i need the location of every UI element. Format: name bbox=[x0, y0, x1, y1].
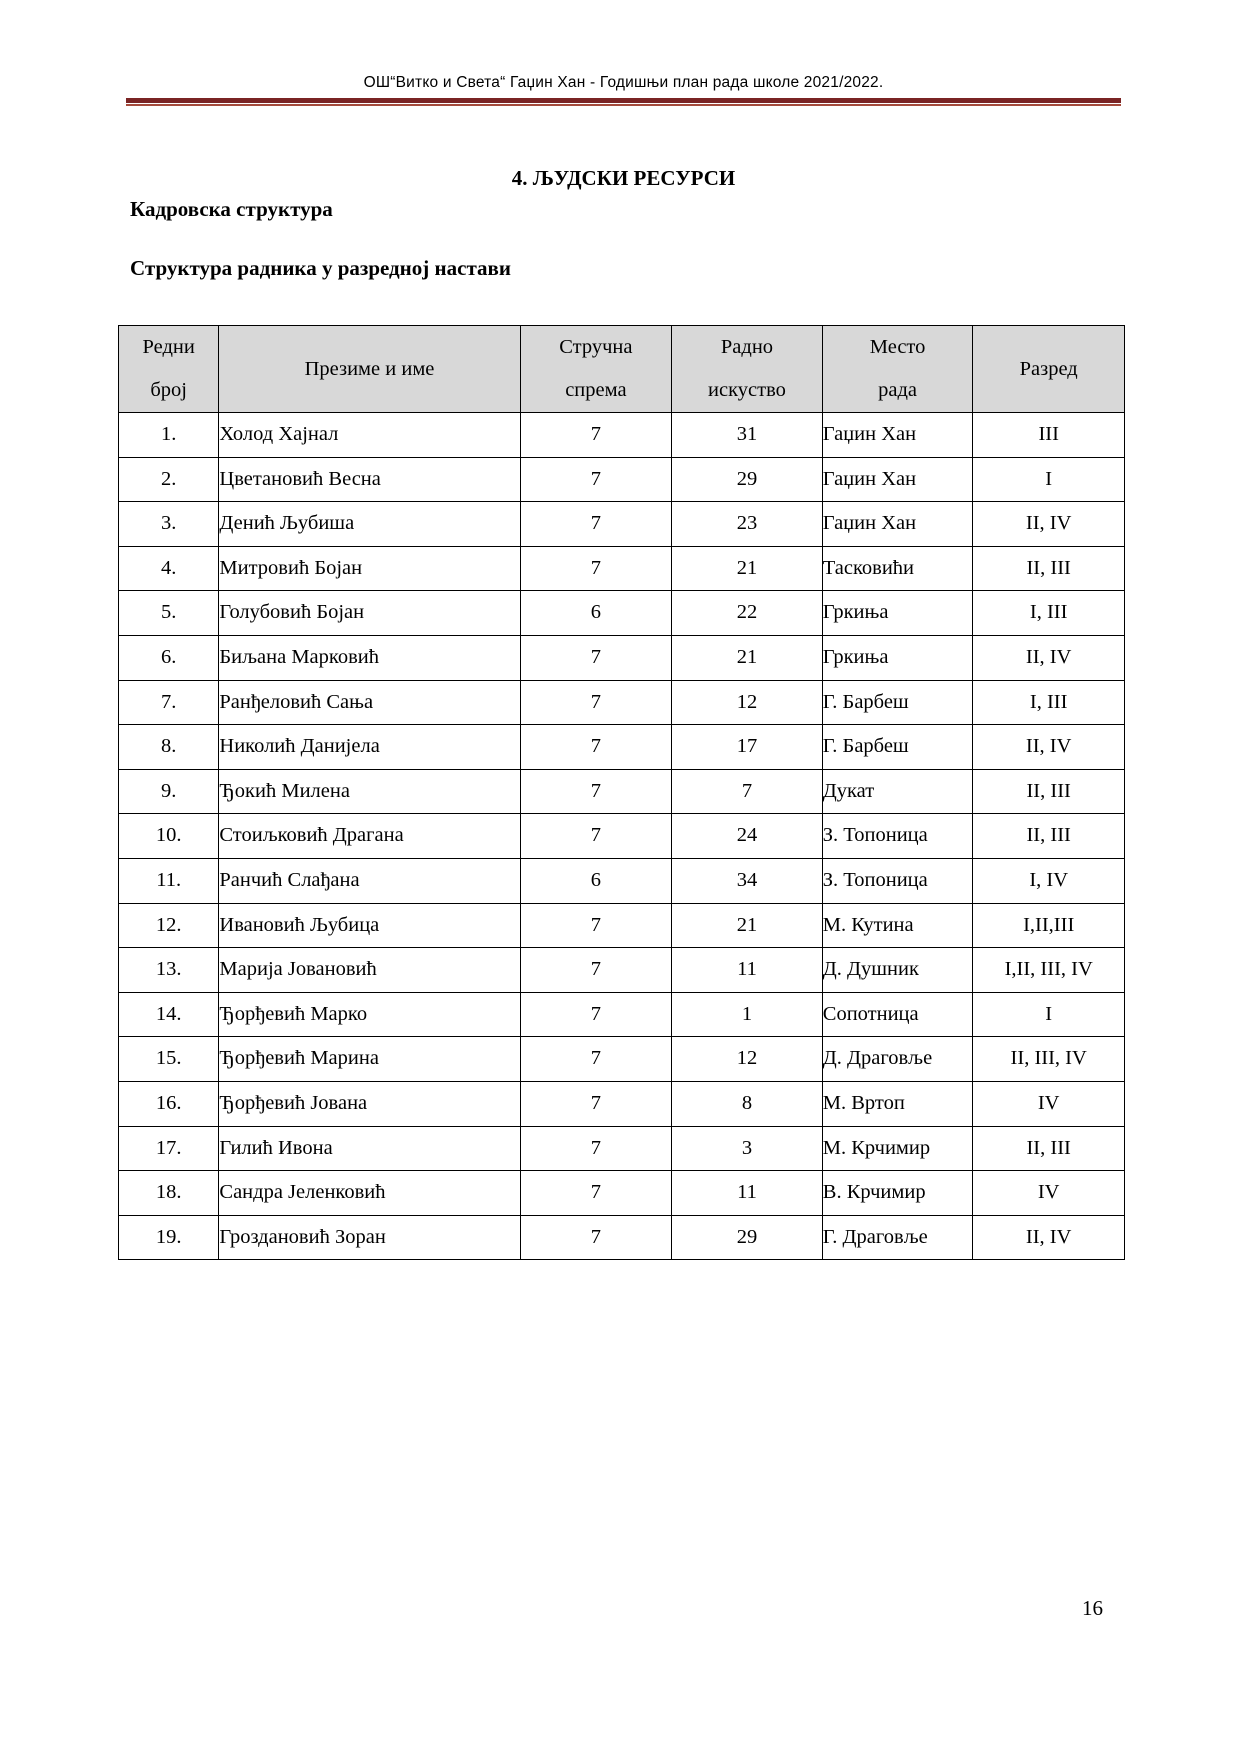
cell-grade: IV bbox=[973, 1081, 1125, 1126]
cell-number: 18. bbox=[119, 1171, 219, 1216]
table-row bbox=[119, 903, 1125, 948]
table-row bbox=[119, 502, 1125, 547]
table-row bbox=[119, 858, 1125, 903]
cell-workplace: Гаџин Хан bbox=[822, 502, 973, 547]
cell-grade: IV bbox=[973, 1171, 1125, 1216]
column-header-experience bbox=[672, 326, 823, 413]
cell-education: 6 bbox=[520, 591, 672, 636]
cell-experience: 12 bbox=[672, 680, 823, 725]
cell-grade: I bbox=[973, 992, 1125, 1037]
cell-education: 7 bbox=[520, 546, 672, 591]
cell-number: 19. bbox=[119, 1215, 219, 1260]
cell-grade: II, IV bbox=[973, 502, 1125, 547]
cell-number: 4. bbox=[119, 546, 219, 591]
cell-experience: 11 bbox=[672, 1171, 823, 1216]
cell-experience: 24 bbox=[672, 814, 823, 859]
cell-number: 9. bbox=[119, 769, 219, 814]
cell-number: 2. bbox=[119, 457, 219, 502]
cell-name: Ранђеловић Сања bbox=[219, 680, 520, 725]
cell-education: 6 bbox=[520, 858, 672, 903]
header-rule bbox=[126, 98, 1121, 108]
table-row bbox=[119, 992, 1125, 1037]
cell-grade: II, IV bbox=[973, 725, 1125, 770]
table-row bbox=[119, 546, 1125, 591]
cell-number: 16. bbox=[119, 1081, 219, 1126]
cell-name: Голубовић Бојан bbox=[219, 591, 520, 636]
cell-name: Цветановић Весна bbox=[219, 457, 520, 502]
table-row bbox=[119, 591, 1125, 636]
table-row bbox=[119, 457, 1125, 502]
cell-name: Митровић Бојан bbox=[219, 546, 520, 591]
cell-name: Ђорђевић Јована bbox=[219, 1081, 520, 1126]
cell-grade: I,II, III, IV bbox=[973, 948, 1125, 993]
cell-grade: III bbox=[973, 413, 1125, 458]
cell-education: 7 bbox=[520, 1037, 672, 1082]
cell-experience: 1 bbox=[672, 992, 823, 1037]
cell-workplace: Г. Барбеш bbox=[822, 725, 973, 770]
cell-experience: 23 bbox=[672, 502, 823, 547]
cell-workplace: М. Вртоп bbox=[822, 1081, 973, 1126]
cell-number: 14. bbox=[119, 992, 219, 1037]
column-header-education bbox=[520, 326, 672, 413]
cell-workplace: З. Топоница bbox=[822, 858, 973, 903]
cell-number: 8. bbox=[119, 725, 219, 770]
cell-grade: II, III bbox=[973, 1126, 1125, 1171]
cell-workplace: З. Топоница bbox=[822, 814, 973, 859]
cell-workplace: Гаџин Хан bbox=[822, 413, 973, 458]
cell-workplace: Г. Барбеш bbox=[822, 680, 973, 725]
cell-experience: 3 bbox=[672, 1126, 823, 1171]
cell-grade: II, IV bbox=[973, 1215, 1125, 1260]
column-header-workplace-line2: рада bbox=[878, 379, 917, 401]
cell-experience: 29 bbox=[672, 1215, 823, 1260]
cell-grade: I, III bbox=[973, 680, 1125, 725]
table-row bbox=[119, 814, 1125, 859]
column-header-number bbox=[119, 326, 219, 413]
cell-workplace: Тасковићи bbox=[822, 546, 973, 591]
cell-name: Николић Данијела bbox=[219, 725, 520, 770]
column-header-education-line1: Стручна bbox=[559, 336, 633, 358]
table-row bbox=[119, 725, 1125, 770]
cell-experience: 29 bbox=[672, 457, 823, 502]
cell-name: Ђорђевић Марко bbox=[219, 992, 520, 1037]
cell-education: 7 bbox=[520, 413, 672, 458]
cell-education: 7 bbox=[520, 502, 672, 547]
cell-number: 10. bbox=[119, 814, 219, 859]
table-row bbox=[119, 948, 1125, 993]
column-header-experience-line2: искуство bbox=[708, 379, 786, 401]
cell-name: Марија Јовановић bbox=[219, 948, 520, 993]
cell-experience: 34 bbox=[672, 858, 823, 903]
cell-education: 7 bbox=[520, 903, 672, 948]
cell-experience: 22 bbox=[672, 591, 823, 636]
cell-name: Ђорђевић Марина bbox=[219, 1037, 520, 1082]
cell-experience: 21 bbox=[672, 903, 823, 948]
cell-education: 7 bbox=[520, 1081, 672, 1126]
cell-experience: 7 bbox=[672, 769, 823, 814]
cell-grade: I, III bbox=[973, 591, 1125, 636]
cell-grade: I, IV bbox=[973, 858, 1125, 903]
column-header-workplace bbox=[822, 326, 973, 413]
column-header-number-line2: број bbox=[150, 379, 188, 401]
table-row bbox=[119, 1037, 1125, 1082]
column-header-experience-line1: Радно bbox=[720, 336, 774, 358]
cell-experience: 12 bbox=[672, 1037, 823, 1082]
table-row bbox=[119, 680, 1125, 725]
cell-number: 5. bbox=[119, 591, 219, 636]
cell-number: 13. bbox=[119, 948, 219, 993]
cell-experience: 21 bbox=[672, 635, 823, 680]
table-row bbox=[119, 413, 1125, 458]
cell-education: 7 bbox=[520, 1171, 672, 1216]
subtitle-staff-structure: Кадровска структура bbox=[130, 197, 333, 221]
cell-education: 7 bbox=[520, 814, 672, 859]
cell-grade: II, IV bbox=[973, 635, 1125, 680]
cell-name: Ђокић Милена bbox=[219, 769, 520, 814]
staff-table bbox=[118, 325, 1125, 1260]
cell-experience: 21 bbox=[672, 546, 823, 591]
cell-education: 7 bbox=[520, 769, 672, 814]
cell-workplace: Гркиња bbox=[822, 591, 973, 636]
cell-grade: I,II,III bbox=[973, 903, 1125, 948]
cell-workplace: М. Крчимир bbox=[822, 1126, 973, 1171]
cell-education: 7 bbox=[520, 725, 672, 770]
cell-grade: II, III bbox=[973, 814, 1125, 859]
cell-workplace: Д. Душник bbox=[822, 948, 973, 993]
cell-experience: 31 bbox=[672, 413, 823, 458]
cell-number: 11. bbox=[119, 858, 219, 903]
cell-grade: II, III bbox=[973, 546, 1125, 591]
table-row bbox=[119, 1171, 1125, 1216]
table-row bbox=[119, 1215, 1125, 1260]
cell-name: Ранчић Слађана bbox=[219, 858, 520, 903]
cell-experience: 17 bbox=[672, 725, 823, 770]
cell-workplace: Д. Драговље bbox=[822, 1037, 973, 1082]
cell-name: Сандра Јеленковић bbox=[219, 1171, 520, 1216]
cell-name: Денић Љубиша bbox=[219, 502, 520, 547]
table-header-row bbox=[119, 326, 1125, 413]
cell-number: 17. bbox=[119, 1126, 219, 1171]
cell-name: Биљана Марковић bbox=[219, 635, 520, 680]
column-header-grade: Разред bbox=[973, 326, 1125, 413]
cell-education: 7 bbox=[520, 992, 672, 1037]
table-row bbox=[119, 769, 1125, 814]
cell-name: Грoздановић Зоран bbox=[219, 1215, 520, 1260]
cell-education: 7 bbox=[520, 948, 672, 993]
column-header-number-line1: Редни bbox=[142, 336, 195, 358]
cell-education: 7 bbox=[520, 1215, 672, 1260]
section-title: 4. ЉУДСКИ РЕСУРСИ bbox=[511, 166, 736, 190]
cell-number: 6. bbox=[119, 635, 219, 680]
cell-grade: I bbox=[973, 457, 1125, 502]
cell-number: 1. bbox=[119, 413, 219, 458]
cell-workplace: Сопотница bbox=[822, 992, 973, 1037]
cell-education: 7 bbox=[520, 635, 672, 680]
column-header-education-line2: спрема bbox=[565, 379, 627, 401]
cell-education: 7 bbox=[520, 1126, 672, 1171]
cell-grade: II, III, IV bbox=[973, 1037, 1125, 1082]
cell-education: 7 bbox=[520, 457, 672, 502]
page-number: 16 bbox=[1082, 1596, 1103, 1620]
cell-workplace: Гаџин Хан bbox=[822, 457, 973, 502]
cell-number: 15. bbox=[119, 1037, 219, 1082]
cell-number: 12. bbox=[119, 903, 219, 948]
cell-workplace: М. Кутина bbox=[822, 903, 973, 948]
cell-name: Гилић Ивона bbox=[219, 1126, 520, 1171]
cell-number: 3. bbox=[119, 502, 219, 547]
table-row bbox=[119, 635, 1125, 680]
cell-grade: II, III bbox=[973, 769, 1125, 814]
page-header: ОШ“Витко и Света“ Гаџин Хан - Годишњи план рада школе 2021/2022. bbox=[363, 74, 884, 91]
cell-name: Стоиљковић Драгана bbox=[219, 814, 520, 859]
cell-workplace: Дукат bbox=[822, 769, 973, 814]
cell-education: 7 bbox=[520, 680, 672, 725]
table-row bbox=[119, 1081, 1125, 1126]
cell-name: Холод Хајнал bbox=[219, 413, 520, 458]
cell-workplace: Г. Драговље bbox=[822, 1215, 973, 1260]
subtitle-class-teaching-staff: Структура радника у разредној настави bbox=[130, 256, 511, 280]
cell-workplace: Гркиња bbox=[822, 635, 973, 680]
table-row bbox=[119, 1126, 1125, 1171]
column-header-name: Презиме и име bbox=[219, 326, 520, 413]
cell-name: Ивановић Љубица bbox=[219, 903, 520, 948]
cell-experience: 8 bbox=[672, 1081, 823, 1126]
column-header-workplace-line1: Место bbox=[869, 336, 926, 358]
cell-workplace: В. Крчимир bbox=[822, 1171, 973, 1216]
cell-experience: 11 bbox=[672, 948, 823, 993]
cell-number: 7. bbox=[119, 680, 219, 725]
